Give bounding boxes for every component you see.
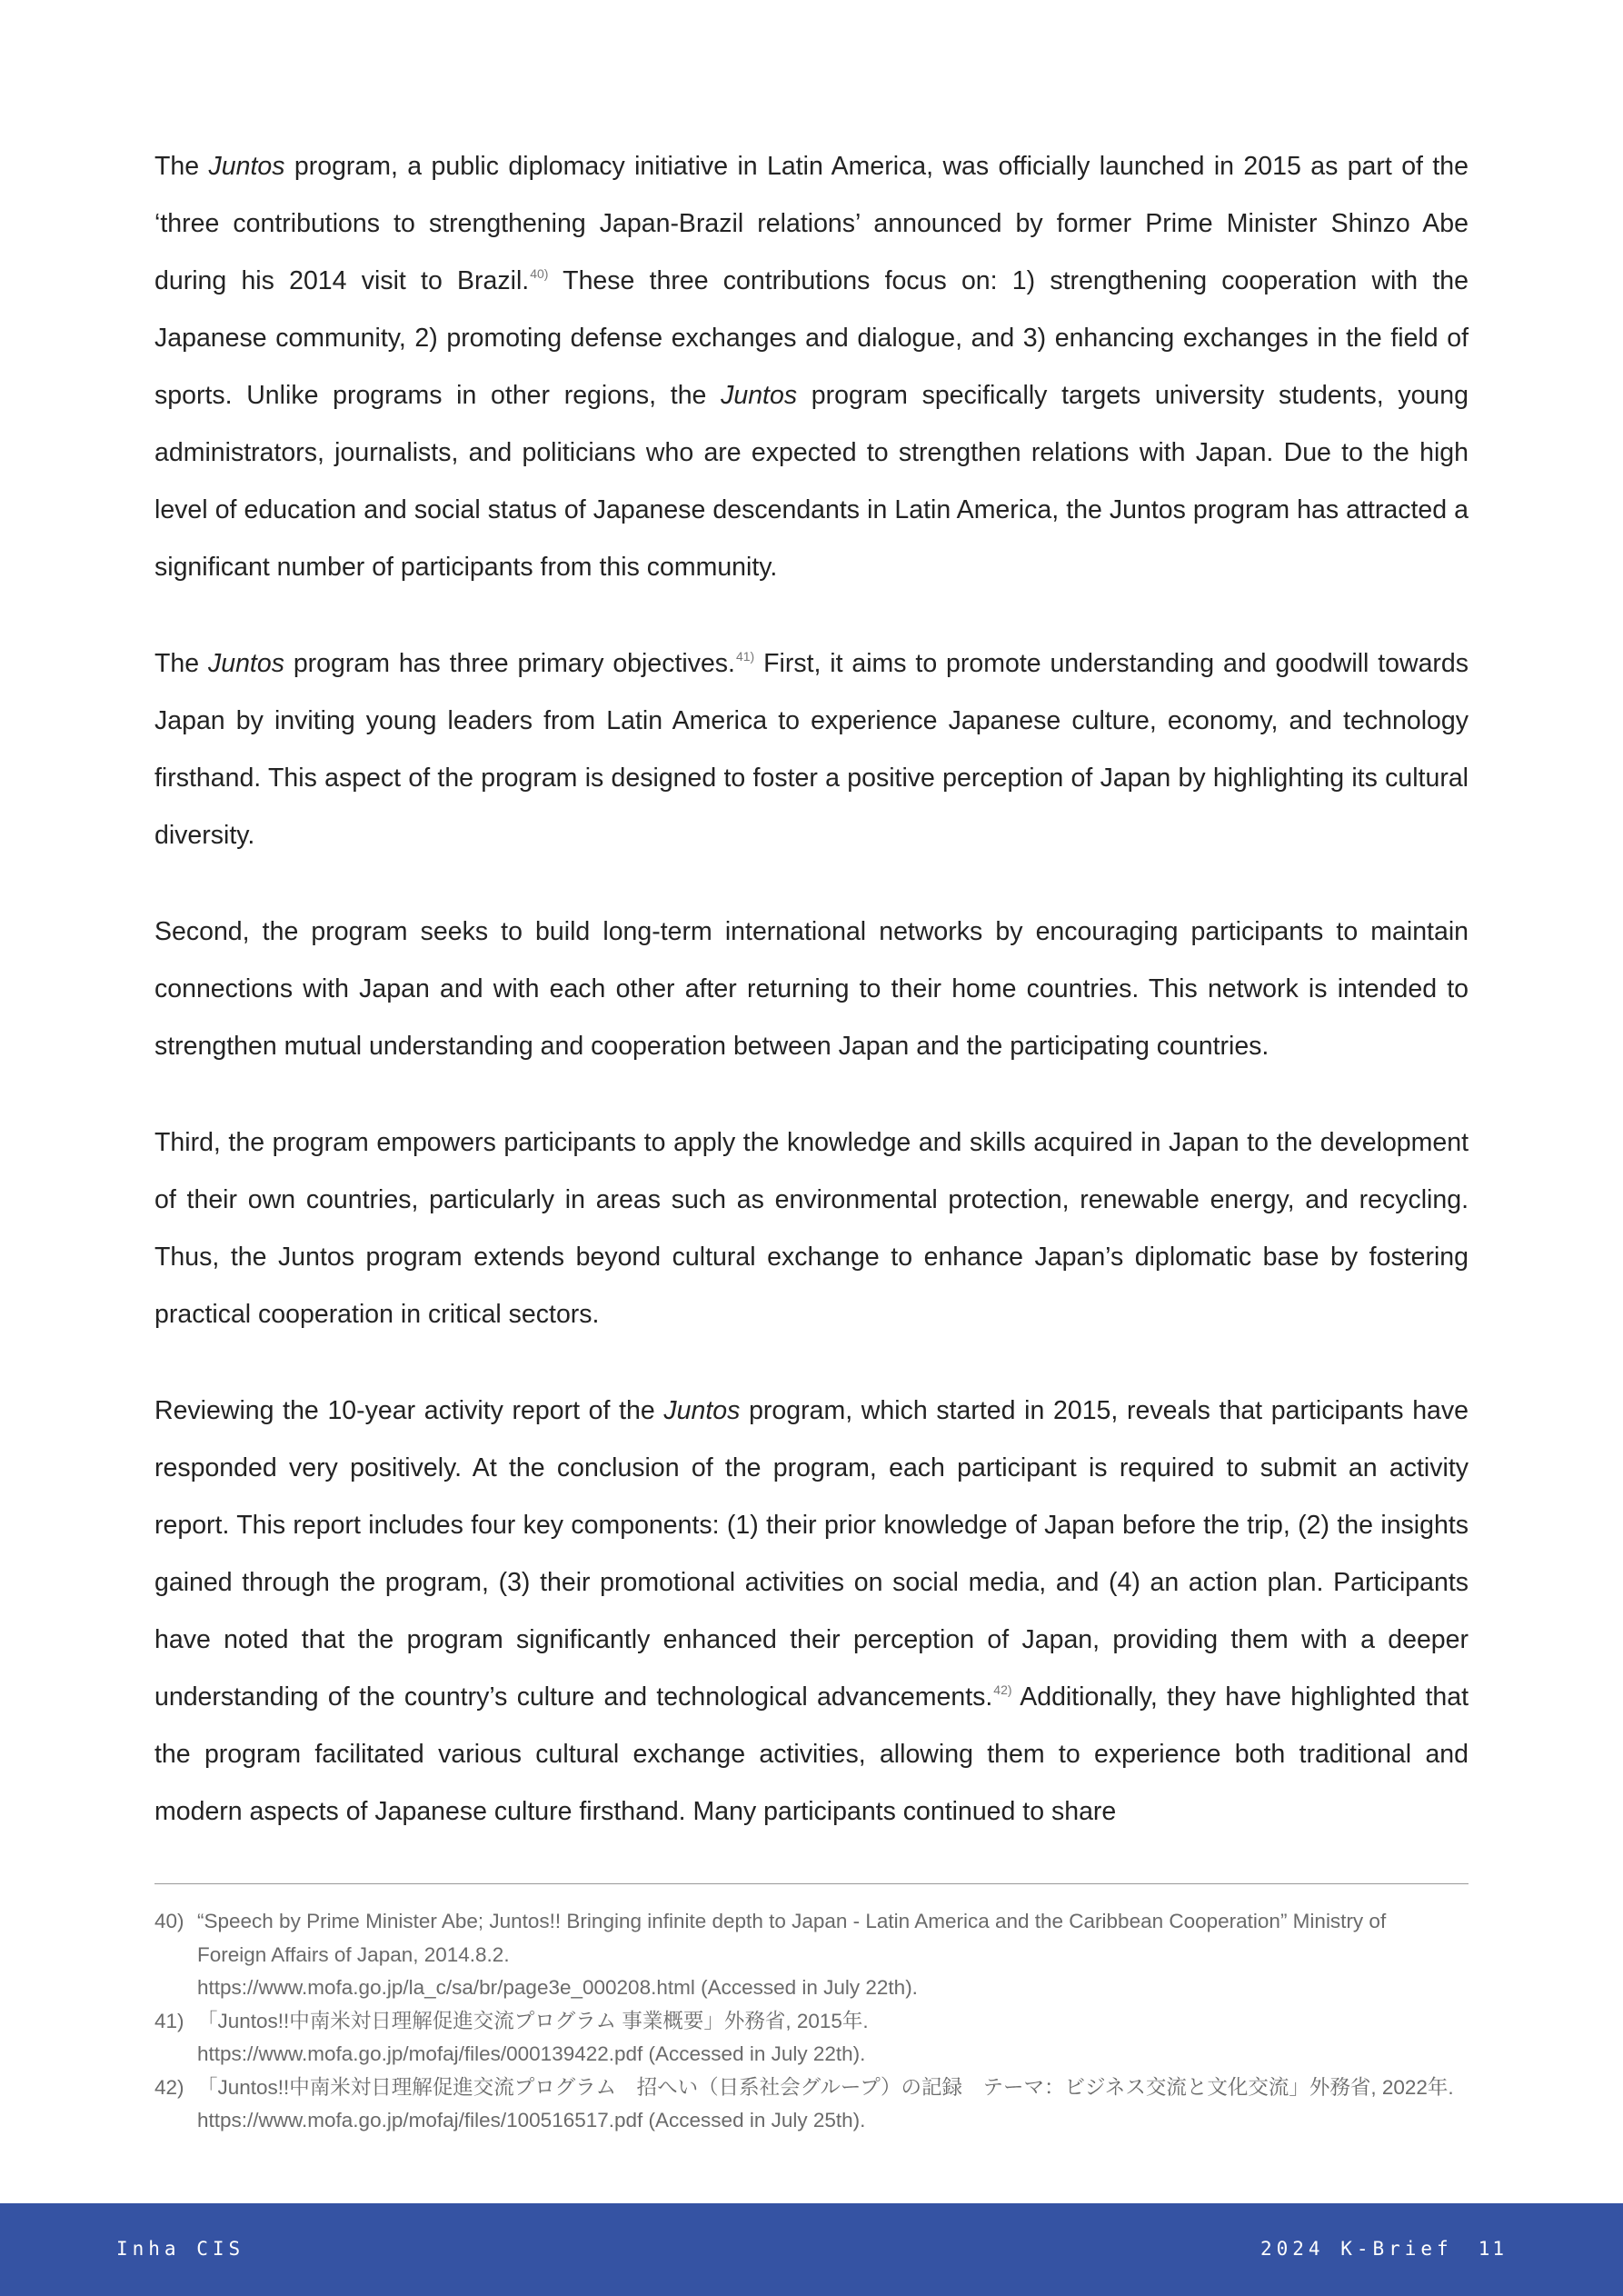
footnote-text: Foreign Affairs of Japan, 2014.8.2. xyxy=(197,1942,510,1966)
text-run: Third, the program empowers participants to apply the knowledge and skills acquired in Japan to the development of their own countries, particularly in areas such as environmental protection, renewable energy, and recycling. Thus, the Juntos program extends beyond cultural exchange to enhance Japan’s diplomatic base by fostering practical cooperation in critical sectors. xyxy=(154,1128,1469,1329)
footnote-item xyxy=(154,2005,1469,2071)
text-run: First, it aims to promote understanding and goodwill towards Japan by inviting young leaders from Latin America to experience Japanese culture, economy, and technology firsthand. This aspect of the program is designed to foster a positive perception of Japan by highlighting its cultural diversity. xyxy=(154,649,1469,850)
paragraph xyxy=(154,1383,1469,1841)
italic-term: Juntos xyxy=(721,381,798,410)
text-run: Additionally, they have highlighted that the program facilitated various cultural exchange activities, allowing them to experience both traditional and modern aspects of Japanese culture firsthand. Many participants continued to share xyxy=(154,1682,1469,1826)
footnote-number: 41) xyxy=(154,2009,184,2032)
footer-publication: 2024 K-Brief xyxy=(1260,2238,1453,2260)
text-run: program has three primary objectives. xyxy=(284,649,735,678)
paragraph xyxy=(154,138,1469,596)
footnote-link[interactable]: https://www.mofa.go.jp/mofaj/files/000139422.pdf (Accessed in July 22th). xyxy=(197,2042,866,2065)
footer-publisher: Inha CIS xyxy=(116,2238,245,2260)
text-run: program specifically targets university students, young administrators, journalists, and politicians who are expected to strengthen relations with Japan. Due to the high level of education and social status of Japanese descendants in Latin America, the Juntos program has attracted a significant number of participants from this community. xyxy=(154,381,1469,582)
footnote-item xyxy=(154,1905,1469,2005)
footnote-divider xyxy=(154,1883,1469,1884)
body-text xyxy=(154,138,1469,1880)
italic-term: Juntos xyxy=(207,649,284,678)
text-run: The xyxy=(154,649,208,678)
footnote-reference[interactable]: 40) xyxy=(530,266,549,281)
paragraph xyxy=(154,903,1469,1075)
text-run: Second, the program seeks to build long-term international networks by encouraging participants to maintain connections with Japan and with each other after returning to their home countries. This network is intended to strengthen mutual understanding and cooperation between Japan and the participating countries. xyxy=(154,917,1469,1061)
page-footer xyxy=(0,2203,1623,2296)
text-run: program, a public diplomacy initiative in Latin America, was officially launched in 2015 as part of the ‘three contributions to strengthening Japan-Brazil relations’ announced by former Prime Minister Shinzo Abe during his 2014 visit to Brazil. xyxy=(154,152,1469,295)
text-run: These three contributions focus on: 1) strengthening cooperation with the Japanese community, 2) promoting defense exchanges and dialogue, and 3) enhancing exchanges in the field of sports. Unlike programs in other regions, the xyxy=(154,266,1469,410)
paragraph xyxy=(154,1114,1469,1343)
footnote-item xyxy=(154,2071,1469,2138)
footnotes xyxy=(154,1905,1469,2138)
text-run: program, which started in 2015, reveals that participants have responded very positively. At the conclusion of the program, each participant is required to submit an activity report. This report includes four key components: (1) their prior knowledge of Japan before the trip, (2) the insights gained through the program, (3) their promotional activities on social media, and (4) an action plan. Participants have noted that the program significantly enhanced their perception of Japan, providing them with a deeper understanding of the country’s culture and technological advancements. xyxy=(154,1396,1469,1712)
footnote-number: 42) xyxy=(154,2075,184,2099)
footnote-number: 40) xyxy=(154,1910,184,1932)
text-run: The xyxy=(154,152,209,181)
italic-term: Juntos xyxy=(208,152,285,181)
footnote-reference[interactable]: 42) xyxy=(993,1682,1012,1697)
footnote-text: 「Juntos!!中南米対日理解促進交流プログラム 招へい（日系社会グループ）の記録 テーマ：ビジネス交流と文化交流」外務省, 2022年. xyxy=(197,2075,1454,2099)
footnote-text: 「Juntos!!中南米対日理解促進交流プログラム 事業概要」外務省, 2015年. xyxy=(197,2009,869,2032)
footnote-text: “Speech by Prime Minister Abe; Juntos!! Bringing infinite depth to Japan - Latin America and the Caribbean Cooperation” Ministry of xyxy=(197,1910,1387,1932)
footer-right xyxy=(1260,2238,1507,2260)
footnote-link[interactable]: https://www.mofa.go.jp/mofaj/files/100516517.pdf (Accessed in July 25th). xyxy=(197,2109,866,2131)
footnote-link[interactable]: https://www.mofa.go.jp/la_c/sa/br/page3e_000208.html (Accessed in July 22th). xyxy=(197,1976,918,1999)
text-run: Reviewing the 10-year activity report of the xyxy=(154,1396,664,1425)
footnote-reference[interactable]: 41) xyxy=(735,649,755,664)
italic-term: Juntos xyxy=(663,1396,741,1425)
page-number: 11 xyxy=(1478,2238,1507,2260)
paragraph xyxy=(154,635,1469,864)
